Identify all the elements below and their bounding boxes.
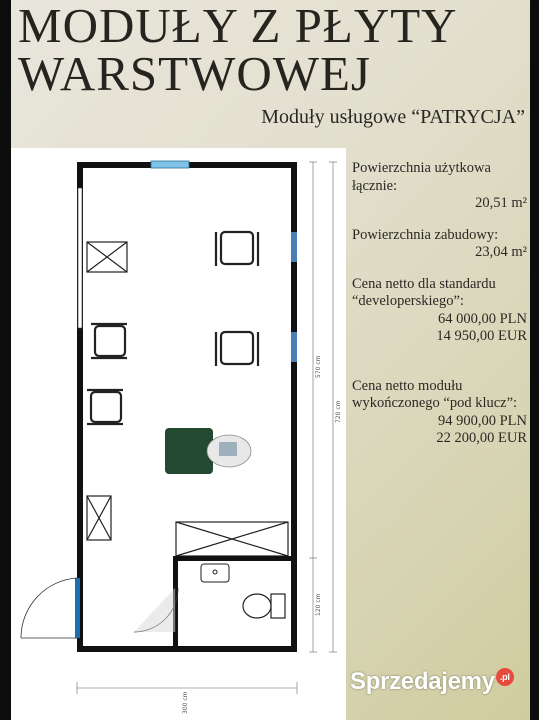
built-area-value: 23,04 m² (475, 244, 527, 260)
subtitle: Moduły usługowe “PATRYCJA” (261, 106, 525, 128)
right-frame-border (530, 0, 539, 720)
dev-price-label: Cena netto dla standardu “developerskiego”: (352, 275, 496, 309)
dev-price-block (352, 276, 527, 346)
turnkey-price-eur: 22 200,00 EUR (436, 430, 527, 446)
window-right-1 (291, 232, 297, 262)
built-area-block (352, 227, 527, 262)
page-title (18, 0, 458, 101)
info-panel (352, 160, 527, 462)
cabinet-1 (87, 242, 127, 272)
watermark-text: Sprzedajemy (350, 668, 495, 695)
left-frame-border (0, 0, 11, 720)
entrance-door-leaf (75, 578, 80, 638)
window-right-2 (291, 332, 297, 362)
watermark-badge: .pl (496, 668, 514, 686)
watermark-logo (350, 668, 514, 696)
usable-area-block (352, 160, 527, 213)
built-area-label: Powierzchnia zabudowy: (352, 226, 499, 243)
window-top (151, 161, 189, 168)
wall-bottom (77, 646, 297, 652)
turnkey-price-pln: 94 900,00 PLN (437, 412, 527, 429)
dev-price-pln: 64 000,00 PLN (437, 310, 527, 327)
title-line-2: WARSTWOWEJ (18, 46, 371, 101)
chair-4 (87, 390, 123, 424)
chair-2 (216, 332, 258, 366)
wc-wall-top (173, 556, 297, 561)
usable-area-label: Powierzchnia użytkowa łącznie: (352, 160, 491, 194)
usable-area-value: 20,51 m² (475, 195, 527, 211)
title-line-1: MODUŁY Z PŁYTY (18, 0, 458, 53)
chair-3 (91, 324, 127, 358)
entrance-door-swing (21, 578, 77, 638)
cabinet-3 (176, 522, 288, 556)
dim-width: 300 cm (182, 691, 189, 714)
cabinet-2 (87, 496, 111, 540)
window-left (78, 188, 82, 328)
dev-price-eur: 14 950,00 EUR (436, 328, 527, 344)
armchair (165, 428, 251, 474)
turnkey-price-block (352, 378, 527, 448)
floor-plan-drawing (11, 148, 346, 720)
dim-height-wc: 120 cm (315, 593, 322, 616)
turnkey-price-label: Cena netto modułu wykończonego “pod klucz”: (352, 377, 518, 411)
chair-1 (216, 232, 258, 266)
toilet (243, 594, 285, 618)
sink (201, 564, 229, 582)
dim-height-room: 570 cm (315, 355, 322, 378)
floor-plan (11, 148, 346, 720)
dim-height-total: 720 cm (335, 400, 342, 423)
